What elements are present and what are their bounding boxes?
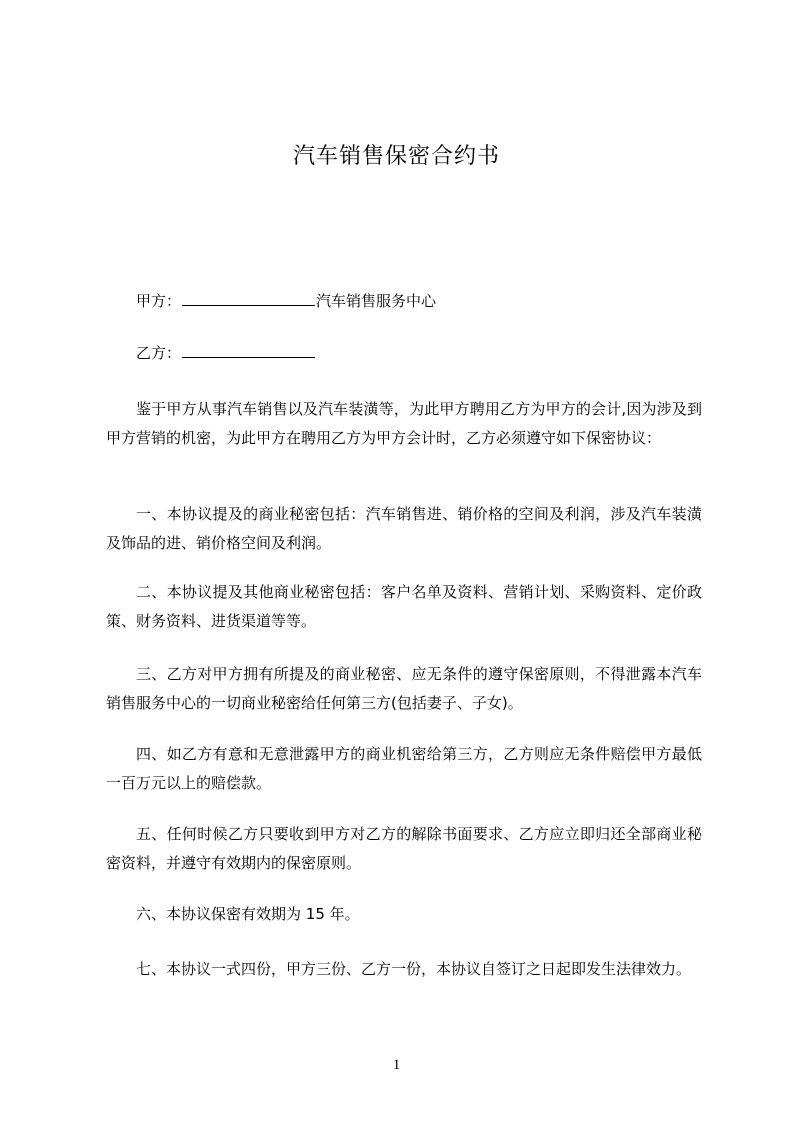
- party-b-label: 乙方：: [136, 344, 182, 362]
- paragraph-clause-1: 一、本协议提及的商业秘密包括：汽车销售进、销价格的空间及利润，涉及汽车装潢及饰品的进、销价格空间及利润。: [106, 505, 702, 552]
- party-b-line: [136, 342, 316, 364]
- party-b-blank-underline: [182, 342, 315, 358]
- paragraph-clause-6: 六、本协议保密有效期为 15 年。: [136, 905, 360, 923]
- paragraph-clause-5: 五、任何时候乙方只要收到甲方对乙方的解除书面要求、乙方应立即归还全部商业秘密资料，并遵守有效期内的保密原则。: [106, 825, 702, 872]
- party-a-line: [136, 290, 436, 312]
- party-a-label: 甲方：: [136, 292, 182, 310]
- paragraph-clause-4: 四、如乙方有意和无意泄露甲方的商业机密给第三方，乙方则应无条件赔偿甲方最低一百万元以上的赔偿款。: [106, 745, 702, 792]
- paragraph-clause-2: 二、本协议提及其他商业秘密包括：客户名单及资料、营销计划、采购资料、定价政策、财务资料、进货渠道等等。: [106, 583, 702, 630]
- paragraph-preamble: 鉴于甲方从事汽车销售以及汽车装潢等，为此甲方聘用乙方为甲方的会计,因为涉及到甲方营销的机密，为此甲方在聘用乙方为甲方会计时，乙方必须遵守如下保密协议：: [106, 400, 702, 447]
- document-title: 汽车销售保密合约书: [292, 144, 500, 169]
- page-number: 1: [392, 1057, 401, 1073]
- paragraph-clause-7: 七、本协议一式四份，甲方三份、乙方一份，本协议自签订之日起即发生法律效力。: [136, 960, 692, 978]
- party-a-suffix: 汽车销售服务中心: [316, 292, 437, 310]
- party-a-blank-underline: [182, 290, 315, 306]
- paragraph-clause-3: 三、乙方对甲方拥有所提及的商业秘密、应无条件的遵守保密原则，不得泄露本汽车销售服务中心的一切商业秘密给任何第三方(包括妻子、子女)。: [106, 665, 702, 712]
